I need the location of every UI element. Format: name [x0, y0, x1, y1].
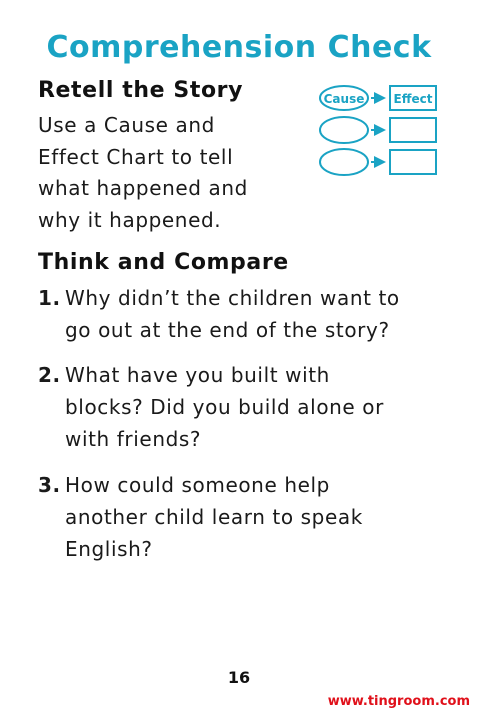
question-line: with friends? — [65, 427, 202, 451]
compare-heading: Think and Compare — [38, 250, 289, 275]
cause-label: Cause — [323, 92, 365, 106]
retell-instructions — [38, 110, 288, 236]
effect-label: Effect — [393, 92, 433, 106]
retell-line: what happened and — [38, 176, 248, 200]
question-item — [38, 469, 438, 565]
retell-line: Use a Cause and — [38, 113, 215, 137]
question-line: go out at the end of the story? — [65, 318, 390, 342]
question-number: 3. — [38, 473, 61, 497]
question-line: How could someone help — [65, 473, 330, 497]
retell-heading: Retell the Story — [38, 78, 244, 103]
effect-box — [390, 150, 436, 174]
cause-oval — [320, 117, 368, 143]
question-line: blocks? Did you build alone or — [65, 395, 384, 419]
question-number: 2. — [38, 363, 61, 387]
page-title: Comprehension Check — [46, 30, 432, 65]
retell-line: why it happened. — [38, 207, 222, 232]
question-line: What have you built with — [65, 363, 330, 387]
cause-effect-chart — [318, 82, 443, 182]
effect-box — [390, 118, 436, 142]
watermark-link[interactable]: www.tingroom.com — [327, 694, 470, 709]
question-line: Why didn’t the children want to — [65, 286, 400, 310]
question-item — [38, 359, 438, 455]
question-line: English? — [65, 537, 153, 561]
question-item — [38, 282, 438, 346]
page-number: 16 — [227, 668, 251, 687]
retell-line: Effect Chart to tell — [38, 144, 234, 169]
question-number: 1. — [38, 286, 61, 310]
question-line: another child learn to speak — [65, 505, 363, 529]
cause-oval — [320, 149, 368, 175]
